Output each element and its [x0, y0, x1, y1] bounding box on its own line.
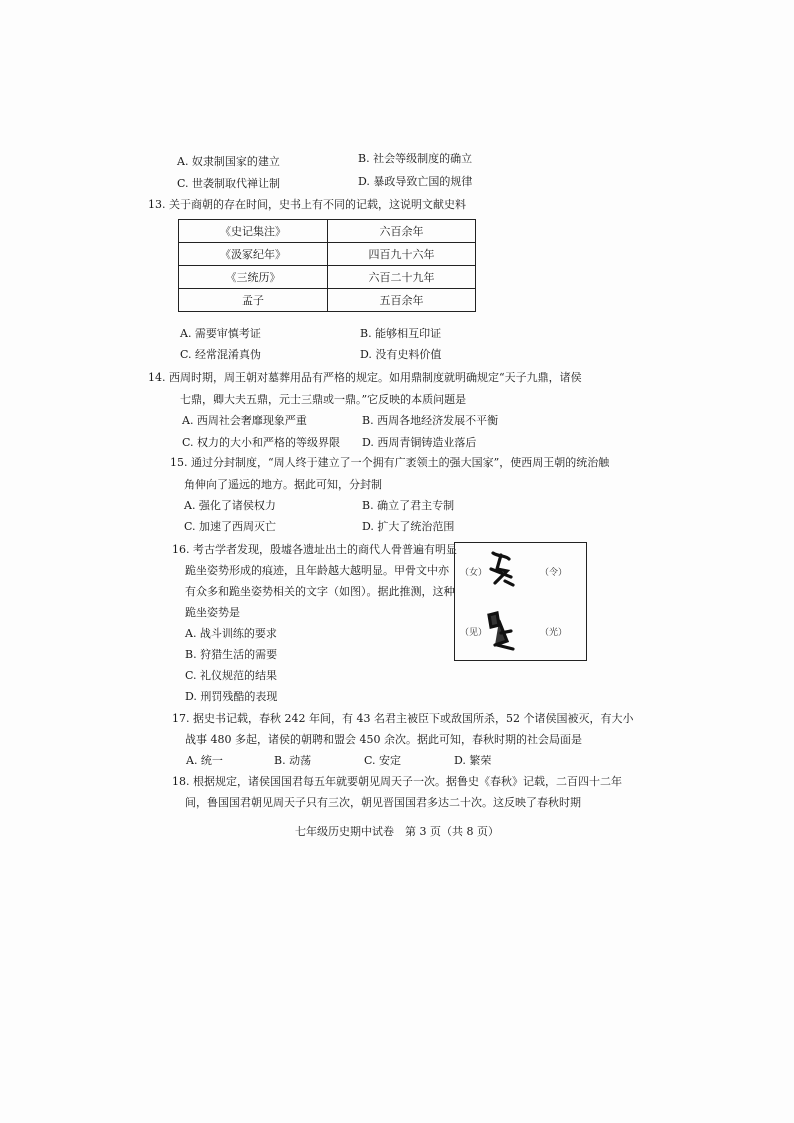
q15-stem-line2: 角伸向了遥远的地方。据此可知，分封制: [184, 478, 382, 491]
q17-stem-line1: 17. 据史书记载，春秋 242 年间，有 43 名君主被臣下或敌国所杀，52 个诸侯国被灭，有大小: [172, 712, 634, 725]
q15-option-b: B. 确立了君主专制: [362, 499, 455, 512]
q12-option-c: C. 世袭制取代禅让制: [177, 177, 281, 190]
figure-label-jian: （见）: [460, 628, 488, 638]
q16-stem-line3: 有众多和跪坐姿势相关的文字（如图）。据此推测，这种: [185, 585, 455, 598]
page-footer: 七年级历史期中试卷 第 3 页（共 8 页）: [295, 825, 499, 838]
q12-option-b: B. 社会等级制度的确立: [358, 152, 473, 165]
table-cell: 《三统历》: [179, 266, 328, 289]
q14-option-d: D. 西周青铜铸造业落后: [362, 436, 477, 449]
q15-stem-line1: 15. 通过分封制度，“周人终于建立了一个拥有广袤领土的强大国家”，使西周王朝的统治触: [170, 456, 610, 469]
q16-option-d: D. 刑罚残酷的表现: [185, 690, 278, 703]
q13-option-c: C. 经常混淆真伪: [180, 348, 262, 361]
table-cell: 四百九十六年: [328, 243, 476, 266]
q14-stem-line2: 七鼎，卿大夫五鼎，元士三鼎或一鼎。”它反映的本质问题是: [180, 393, 467, 406]
table-row: [179, 243, 476, 266]
table-cell: 孟子: [179, 289, 328, 312]
oracle-bone-figure: [454, 542, 587, 661]
q16-option-c: C. 礼仪规范的结果: [185, 669, 278, 682]
q14-option-c: C. 权力的大小和严格的等级界限: [182, 436, 341, 449]
table-row: [179, 289, 476, 312]
q18-stem-line1: 18. 根据规定，诸侯国国君每五年就要朝见周天子一次。据鲁史《春秋》记载，二百四十二年: [172, 775, 622, 788]
q16-stem-line1: 16. 考古学者发现，殷墟各遗址出土的商代人骨普遍有明显: [172, 543, 457, 556]
q13-option-a: A. 需要审慎考证: [180, 327, 261, 340]
table-cell: 《史记集注》: [179, 220, 328, 243]
q15-option-a: A. 强化了诸侯权力: [184, 499, 276, 512]
q18-stem-line2: 间，鲁国国君朝见周天子只有三次，朝见晋国国君多达二十次。这反映了春秋时期: [185, 796, 581, 809]
q13-source-table: [178, 219, 476, 312]
q15-option-d: D. 扩大了统治范围: [362, 520, 455, 533]
figure-label-ling: （令）: [540, 568, 568, 578]
q15-option-c: C. 加速了西周灭亡: [184, 520, 277, 533]
q12-option-a: A. 奴隶制国家的建立: [177, 155, 280, 168]
q13-stem: 13. 关于商朝的存在时间，史书上有不同的记载，这说明文献史料: [148, 198, 466, 211]
q14-option-a: A. 西周社会奢靡现象严重: [182, 414, 307, 427]
q14-stem-line1: 14. 西周时期，周王朝对墓葬用品有严格的规定。如用鼎制度就明确规定“天子九鼎，诸侯: [148, 371, 582, 384]
table-cell: 五百余年: [328, 289, 476, 312]
q16-option-b: B. 狩猎生活的需要: [185, 648, 278, 661]
kneeling-figure-glyph-icon: [483, 611, 517, 653]
figure-label-guang: （光）: [540, 628, 568, 638]
kneeling-woman-glyph-icon: [485, 549, 517, 589]
q17-option-c: C. 安定: [364, 754, 402, 767]
q17-option-b: B. 动荡: [274, 754, 312, 767]
table-row: [179, 266, 476, 289]
q16-stem-line4: 跪坐姿势是: [185, 606, 240, 619]
q17-option-d: D. 繁荣: [454, 754, 492, 767]
q14-option-b: B. 西周各地经济发展不平衡: [362, 414, 499, 427]
table-cell: 六百余年: [328, 220, 476, 243]
table-cell: 《汲冢纪年》: [179, 243, 328, 266]
q17-stem-line2: 战事 480 多起，诸侯的朝聘和盟会 450 余次。据此可知，春秋时期的社会局面是: [185, 733, 582, 746]
q12-option-d: D. 暴政导致亡国的规律: [358, 175, 473, 188]
figure-label-nv: （女）: [460, 568, 488, 578]
q17-option-a: A. 统一: [186, 754, 223, 767]
table-row: [179, 220, 476, 243]
q13-option-d: D. 没有史料价值: [360, 348, 442, 361]
q13-option-b: B. 能够相互印证: [360, 327, 442, 340]
table-cell: 六百二十九年: [328, 266, 476, 289]
q16-option-a: A. 战斗训练的要求: [185, 627, 277, 640]
q16-stem-line2: 跪坐姿势形成的痕迹，且年龄越大越明显。甲骨文中亦: [185, 564, 449, 577]
